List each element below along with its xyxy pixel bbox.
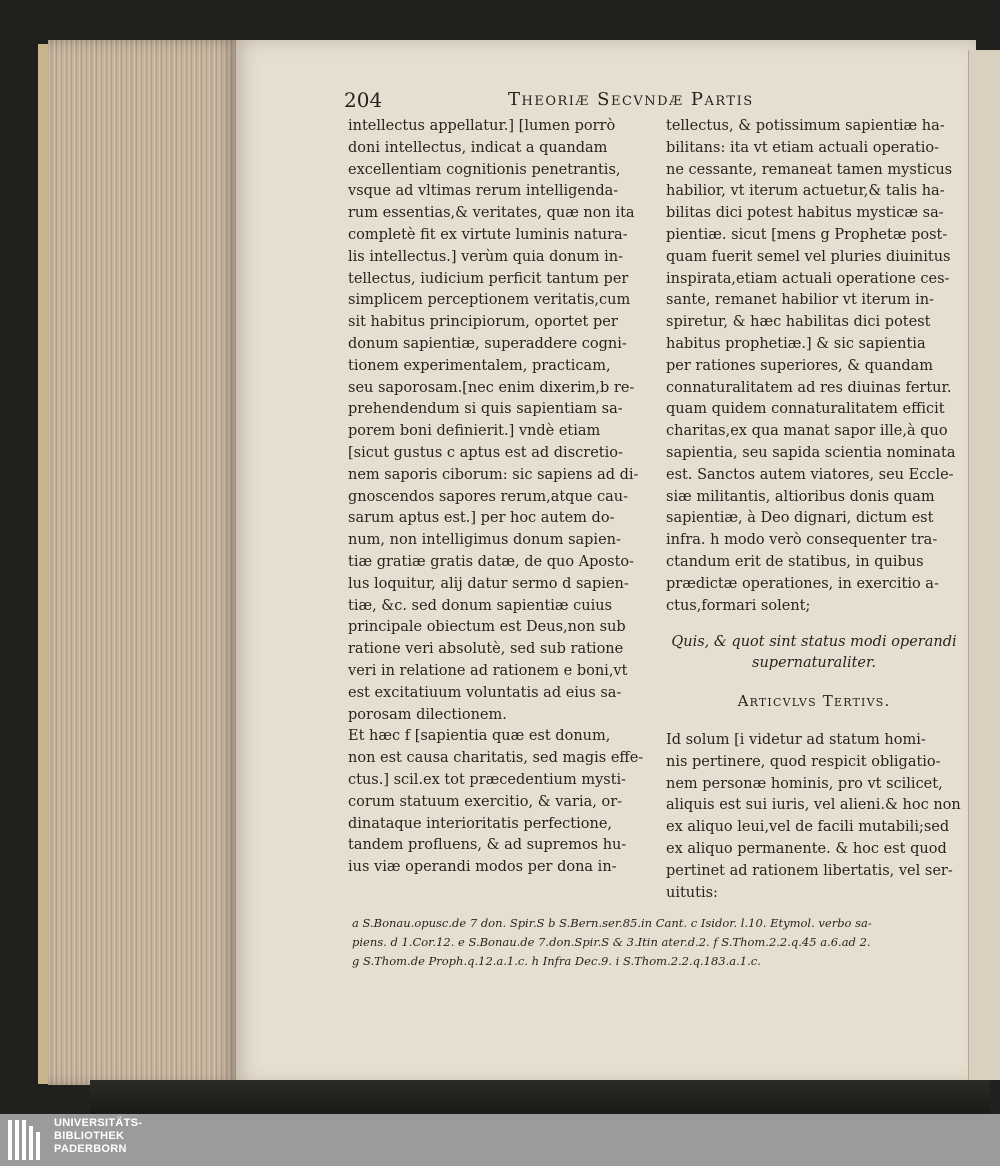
- text-line: nis pertinere, quod respicit obligatio-: [666, 753, 941, 770]
- footnotes: [352, 914, 952, 971]
- text-line: [sicut gustus c aptus est ad discretio-: [348, 444, 623, 461]
- text-line: tellectus, iudicium perficit tantum per: [348, 270, 629, 287]
- page-header: [344, 88, 844, 112]
- footnote-line: a S.Bonau.opusc.de 7 don. Spir.S b S.Bern.ser.85.in Cant. c Isidor. l.10. Etymol. verbo sa-: [352, 916, 872, 930]
- text-line: prædictæ operationes, in exercitio a-: [666, 575, 939, 592]
- right-text-column-bottom: [666, 730, 962, 904]
- text-line: ne cessante, remaneat tamen mysticus: [666, 161, 953, 178]
- text-line: tiæ gratiæ gratis datæ, de quo Aposto-: [348, 553, 635, 570]
- page-number: 204: [344, 88, 383, 112]
- logo-text-line: PADERBORN: [54, 1143, 127, 1155]
- running-title: Theoriæ Secvndæ Partis: [508, 89, 754, 110]
- text-line: charitas,ex qua manat sapor ille,à quo: [666, 423, 948, 440]
- text-line: ius viæ operandi modos per dona in-: [348, 859, 617, 876]
- text-line: quam quidem connaturalitatem efficit: [666, 401, 945, 418]
- text-line: sante, remanet habilior vt iterum in-: [666, 292, 934, 309]
- text-line: tionem experimentalem, practicam,: [348, 357, 611, 374]
- text-line: bilitans: ita vt etiam actuali operatio-: [666, 139, 940, 156]
- page-shadow: [90, 1080, 990, 1114]
- text-line: prehendendum si quis sapientiam sa-: [348, 401, 623, 418]
- library-logo-icon: [6, 1118, 46, 1162]
- text-line: excellentiam cognitionis penetrantis,: [348, 161, 621, 178]
- text-line: quam fuerit semel vel pluries diuinitus: [666, 248, 951, 265]
- text-line: habitus prophetiæ.] & sic sapientia: [666, 335, 926, 352]
- page-stack-edge: [48, 40, 238, 1085]
- text-line: inspirata,etiam actuali operatione ces-: [666, 270, 950, 287]
- text-line: pertinet ad rationem libertatis, vel ser-: [666, 862, 953, 879]
- section-subheading: [666, 632, 962, 674]
- text-line: habilior, vt iterum actuetur,& talis ha-: [666, 183, 945, 200]
- library-logo-text: [54, 1117, 142, 1156]
- left-text-column: [348, 116, 660, 879]
- text-line: lus loquitur, alij datur sermo d sapien-: [348, 575, 629, 592]
- text-line: porosam dilectionem.: [348, 706, 507, 723]
- text-line: sarum aptus est.] per hoc autem do-: [348, 510, 615, 527]
- text-line: tiæ, &c. sed donum sapientiæ cuius: [348, 597, 613, 614]
- text-line: porem boni definierit.] vndè etiam: [348, 423, 601, 440]
- text-line: non est causa charitatis, sed magis effe-: [348, 750, 644, 767]
- text-line: vsque ad vltimas rerum intelligenda-: [348, 183, 619, 200]
- text-line: ex aliquo permanente. & hoc est quod: [666, 840, 947, 857]
- text-line: donum sapientiæ, superaddere cogni-: [348, 335, 627, 352]
- text-line: nem saporis ciborum: sic sapiens ad di-: [348, 466, 639, 483]
- article-heading: Articvlvs Tertivs.: [737, 692, 891, 710]
- text-line: corum statuum exercitio, & varia, or-: [348, 793, 623, 810]
- text-line: spiretur, & hæc habilitas dici potest: [666, 314, 931, 331]
- text-line: Id solum [i videtur ad statum homi-: [666, 732, 926, 748]
- text-line: pientiæ. sicut [mens g Prophetæ post-: [666, 226, 948, 243]
- library-banner: [0, 1114, 1000, 1166]
- text-line: sapientia, seu sapida scientia nominata: [666, 444, 956, 461]
- text-line: tandem profluens, & ad supremos hu-: [348, 837, 627, 854]
- subheading-line-2: supernaturaliter.: [752, 655, 876, 671]
- text-line: est excitatiuum voluntatis ad eius sa-: [348, 684, 622, 701]
- text-line: sit habitus principiorum, oportet per: [348, 314, 618, 331]
- text-line: uitutis:: [666, 884, 718, 901]
- text-line: ctus.] scil.ex tot præcedentium mysti-: [348, 771, 627, 788]
- text-line: ctus,formari solent;: [666, 597, 811, 614]
- text-line: ex aliquo leui,vel de facili mutabili;sed: [666, 819, 950, 836]
- text-line: seu saporosam.[nec enim dixerim,b re-: [348, 379, 635, 396]
- text-line: siæ militantis, altioribus donis quam: [666, 488, 935, 505]
- text-line: per rationes superiores, & quandam: [666, 357, 934, 374]
- text-line: doni intellectus, indicat a quandam: [348, 139, 608, 156]
- text-line: principale obiectum est Deus,non sub: [348, 619, 626, 636]
- text-line: sapientiæ, à Deo dignari, dictum est: [666, 510, 934, 527]
- text-line: bilitas dici potest habitus mysticæ sa-: [666, 205, 944, 222]
- text-line: completè fit ex virtute luminis natura-: [348, 226, 628, 243]
- footnote-line: piens. d 1.Cor.12. e S.Bonau.de 7.don.Spir.S & 3.Itin ater.d.2. f S.Thom.2.2.q.45 a.6.ad 2.: [352, 935, 871, 949]
- text-line: intellectus appellatur.] [lumen porrò: [348, 118, 616, 134]
- text-line: veri in relatione ad rationem e boni,vt: [348, 662, 628, 679]
- text-line: simplicem perceptionem veritatis,cum: [348, 292, 631, 309]
- text-line: ratione veri absolutè, sed sub ratione: [348, 641, 624, 658]
- footnote-line: g S.Thom.de Proph.q.12.a.1.c. h Infra Dec.9. i S.Thom.2.2.q.183.a.1.c.: [352, 954, 761, 968]
- facing-page-edge: [968, 50, 1000, 1080]
- text-line: num, non intelligimus donum sapien-: [348, 532, 621, 549]
- text-line: Et hæc f [sapientia quæ est donum,: [348, 728, 611, 745]
- text-line: rum essentias,& veritates, quæ non ita: [348, 205, 635, 222]
- text-line: nem personæ hominis, pro vt scilicet,: [666, 775, 943, 792]
- text-line: lis intellectus.] verùm quia donum in-: [348, 248, 624, 265]
- text-line: infra. h modo verò consequenter tra-: [666, 532, 938, 549]
- text-line: gnoscendos sapores rerum,atque cau-: [348, 488, 628, 505]
- right-text-column-top: [666, 116, 962, 617]
- text-line: est. Sanctos autem viatores, seu Eccle-: [666, 466, 954, 483]
- subheading-line-1: Quis, & quot sint status modi operandi: [671, 634, 957, 650]
- text-line: dinataque interioritatis perfectione,: [348, 815, 613, 832]
- text-line: connaturalitatem ad res diuinas fertur.: [666, 379, 952, 396]
- logo-text-line: UNIVERSITÄTS-: [54, 1117, 143, 1129]
- text-line: aliquis est sui iuris, vel alieni.& hoc non: [666, 797, 961, 814]
- text-line: tellectus, & potissimum sapientiæ ha-: [666, 118, 945, 134]
- logo-text-line: BIBLIOTHEK: [54, 1130, 125, 1142]
- text-line: ctandum erit de statibus, in quibus: [666, 553, 924, 570]
